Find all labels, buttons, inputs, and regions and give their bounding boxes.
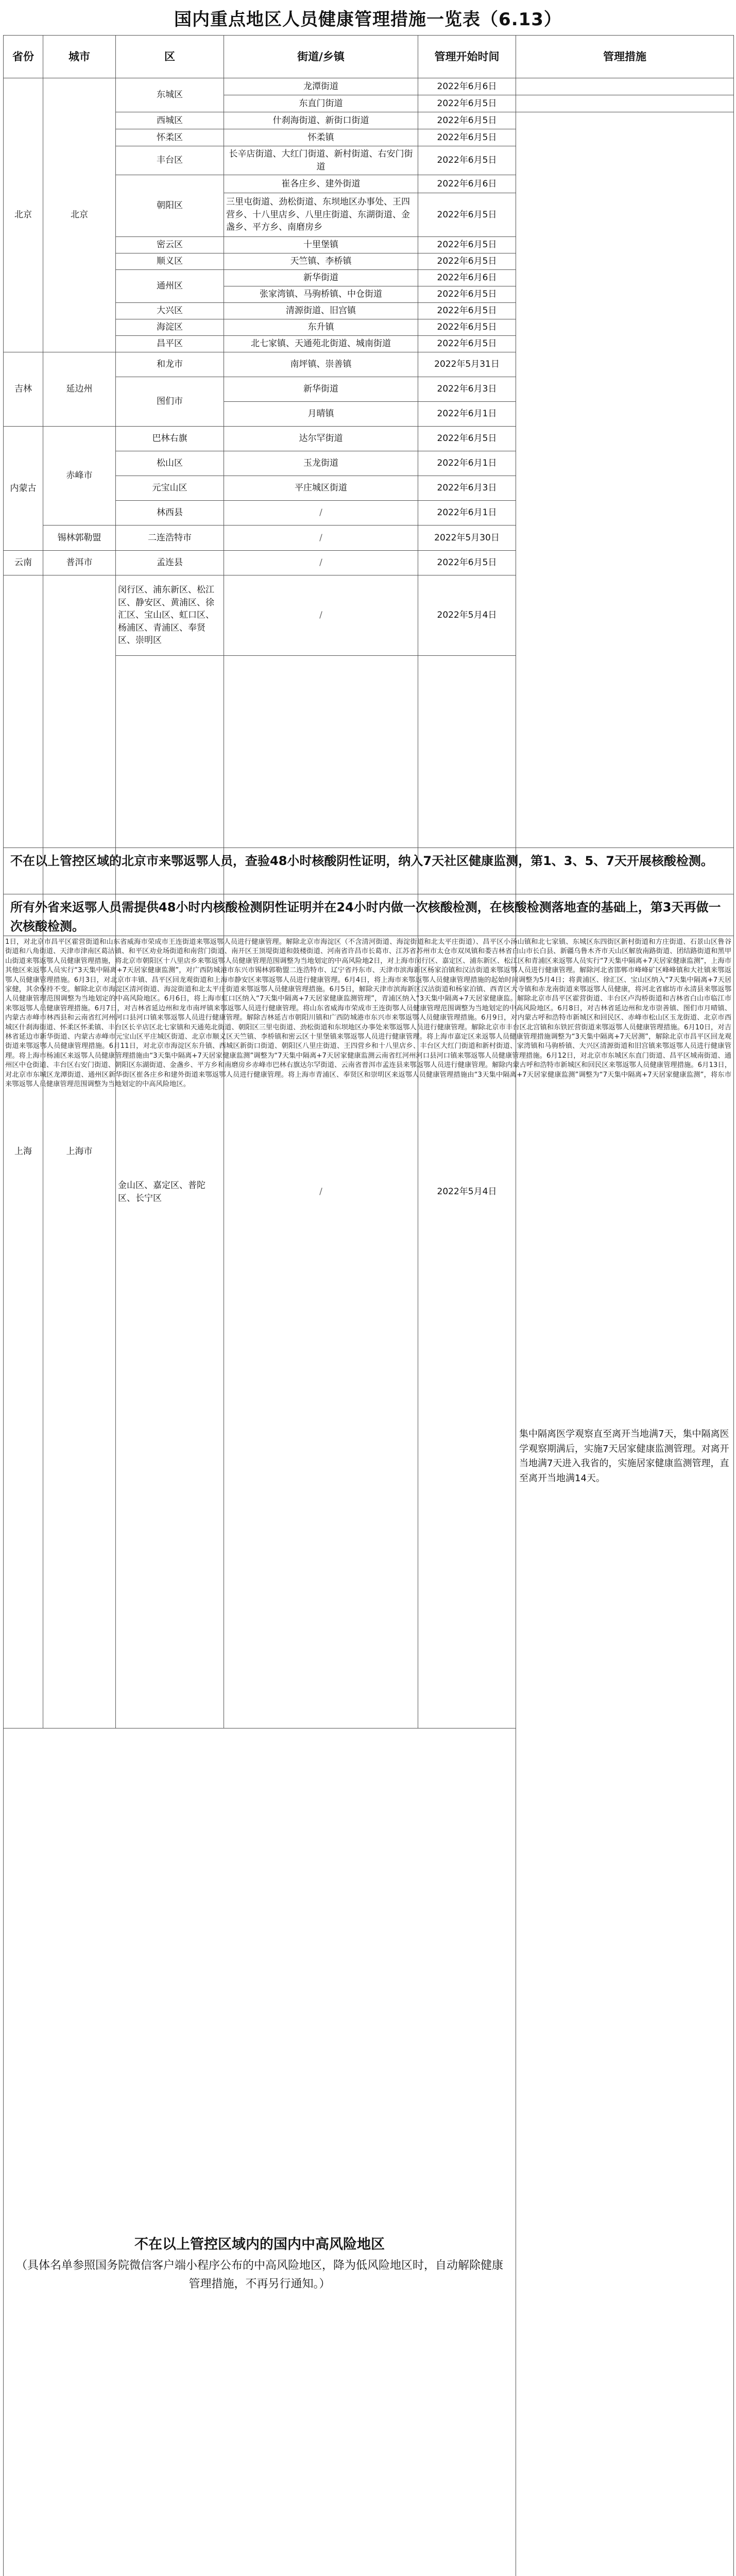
date-cell: 2022年5月4日 — [418, 575, 516, 656]
district-cell: 通州区 — [116, 270, 224, 303]
province-cell: 上海 — [4, 575, 43, 1728]
city-cell: 普洱市 — [43, 551, 116, 575]
street-cell: 崔各庄乡、建外街道 — [224, 175, 418, 193]
street-cell: 天竺镇、李桥镇 — [224, 253, 418, 270]
date-cell: 2022年6月5日 — [418, 286, 516, 303]
street-cell: 达尔罕街道 — [224, 427, 418, 451]
date-cell: 2022年6月6日 — [418, 270, 516, 286]
district-cell: 元宝山区 — [116, 476, 224, 501]
district-cell: 松山区 — [116, 451, 224, 476]
street-cell: 什刹海街道、新街口街道 — [224, 112, 418, 129]
street-cell: 三里屯街道、劲松街道、东坝地区办事处、王四营乡、十八里店乡、八里庄街道、东湖街道、金盏乡、平方乡、南磨房乡 — [224, 193, 418, 237]
street-cell: 东直门街道 — [224, 95, 418, 112]
street-cell: 清源街道、旧宫镇 — [224, 303, 418, 319]
street-cell: 东升镇 — [224, 319, 418, 336]
street-cell: 平庄城区街道 — [224, 476, 418, 501]
district-cell: 孟连县 — [116, 551, 224, 575]
footnote-text: 1日，对北京市昌平区霍营街道和山东省威海市荣成市王连街道来鄂返鄂人员进行健康管理。解除北京市海淀区（不含清河街道、海淀街道和北太平庄街道）、昌平区小汤山镇和北七家镇、东城区东四街区新村街道和方庄街道、石景山区鲁谷街道和八角街道、天津市津南区葛沽镇、和平区劝业场街道和南营门街道、南开区王顶堤街道和鼓楼街道、河南省许昌市长葛市、江苏省苏州市太仓市双凤镇和娄吉林省白山市长白县、新疆乌鲁木齐市天山区解放南路街道、团结路街道和黑甲山街道来鄂返鄂人员健康管理措施，将北京市朝阳区十八里店乡来鄂返鄂人员健康管理范围调整为当地划定的中高风险地2日，对上海市闵行区、嘉定区、浦东新区、松江区和青浦区来返鄂人员实行“7天集中隔离+7天居家健康监测”，上海市其他区来返鄂人员实行“3天集中隔离+7天居家健康监测”，对广西防城港市东兴市锡林郭勒盟二连浩特市、辽宁省丹东市、天津市滨海新区杨家泊镇和汉沽街道来鄂返鄂人员进行健康管理。解除河北省邯郸市峰峰矿区峰峰镇和大社镇来鄂返鄂人员健康管理措施。6月3日，对北京市丰镇、昌平区回龙观街道和上海市静安区来鄂返鄂人员进行健康管理。6月4日，将上海市来鄂返鄂人员健康管理措施的起始时间调整为5月4日；将黄浦区、徐汇区、宝山区纳入“7天集中隔离+7天居家健，其余保持不变。解除北京市海淀区清河街道、海淀街道和北太平庄街道来鄂返鄂人员健康管理措施。6月5日，解除天津市滨海新区汉沽街道和杨家泊镇、西青区大寺镇和赤龙南街道来鄂返鄂人员健康，将河北省廊坊市永清县来鄂返鄂人员健康管理范围调整为当地划定的中高风险地区。6月6日，将上海市虹口区纳入“7天集中隔离+7天居家健康监测管理”，青浦区纳入“3天集中隔离+7天居家健康监。解除北京市昌平区霍营街道、丰台区卢沟桥街道和吉林省白山市临江市来鄂返鄂人员健康管理措施。6月7日，对吉林省延边州和龙市南坪镇来鄂返鄂人员进行健康管理。将山东省威海市荣成市王连街鄂人员健康管理范围调整为当地划定的中高风险地区。6月8日，对吉林省延边州和龙市崇善镇、图们市月晴镇、内蒙古赤峰市林西县和云南省红河州河口县河口镇来鄂返鄂人员进行健康管理。解除吉林延吉市朝阳川镇和广西防城港市东兴市来鄂返鄂人员健康管理措施。6月9日，对内蒙古呼和浩特市新城区和回民区、赤峰市松山区玉龙街道、北京市西城区什刹海街道、怀柔区怀柔镇、丰台区长辛店区北七家镇和天通苑北街道、朝阳区三里屯街道、劲松街道和东坝地区办事处来鄂返鄂人员进行健康管理。解除北京市丰台区北宫镇和东铁匠营街道来鄂返鄂人员健康管理措施。6月10日，对吉林省延边市新华街道、内蒙古赤峰市元宝山区平庄城区街道、北京市顺义区天竺镇、李桥镇和密云区十里堡镇来鄂返鄂人员进行健康管理。将上海市嘉定区来返鄂人员健康管理措施调整为“3天集中隔离+7天居测”，解除北京市昌平区回龙观街道来鄂返鄂人员健康管理措施。6月11日，对北京市海淀区东升镇、西城区新街口街道、朝阳区八里庄街道、王四营乡和十八里店乡、丰台区大红门街道和新村街道、家湾镇和马驹桥镇、大兴区清源街道和旧宫镇来鄂返鄂人员进行健康管理。将上海市杨浦区来返鄂人员健康管理措施由“3天集中隔离+7天居家健康监测”调整为“7天集中隔离+7天居家健康监测云南省红河州河口县河口镇来鄂返鄂人员健康管理措施。6月12日，对北京市东城区东直门街道、昌平区城南街道、通州区中仓街道、丰台区右安门街道、朝阳区东湖街道、金盏乡、平方乡和南磨房乡赤峰市巴林右旗达尔罕街道、云南省普洱市孟连县来鄂返鄂人员进行健康管理。解除内蒙古呼和浩特市新城区和回民区来鄂返鄂人员健康管理措施。6月13日，对北京市东城区龙潭街道、通州区新华街区崔各庄乡和建外街道来鄂返鄂人员进行健康管理。将上海市青浦区、奉贤区和崇明区来返鄂人员健康管理措施由“3天集中隔离+7天居家健康监测”调整为“7天集中隔离+7天居家健康监测”，将东市来鄂返鄂人员健康管理范围调整为当地划定的中高风险地区。 — [3, 937, 733, 1091]
all-province-note: 所有外省来返鄂人员需提供48小时内核酸检测阴性证明并在24小时内做一次核酸检测，在核酸检测落地查的基础上，第3天再做一次核酸检测。 — [3, 894, 733, 940]
header-district: 区 — [116, 36, 224, 78]
street-cell: 长辛店街道、大红门街道、新村街道、右安门街道 — [224, 146, 418, 175]
date-cell: 2022年6月3日 — [418, 476, 516, 501]
date-cell: 2022年6月5日 — [418, 95, 516, 112]
district-cell: 丰台区 — [116, 146, 224, 175]
street-cell: 新华街道 — [224, 377, 418, 402]
street-cell: / — [224, 575, 418, 656]
district-cell: 二连浩特市 — [116, 526, 224, 551]
date-cell: 2022年6月1日 — [418, 402, 516, 427]
province-cell: 北京 — [4, 78, 43, 352]
street-cell: 龙潭街道 — [224, 78, 418, 95]
measure-cell-empty — [516, 78, 734, 95]
date-cell: 2022年6月5日 — [418, 303, 516, 319]
header-start-time: 管理开始时间 — [418, 36, 516, 78]
province-cell: 云南 — [4, 551, 43, 575]
policy-table — [3, 35, 734, 2576]
district-cell: 怀柔区 — [116, 129, 224, 146]
header-city: 城市 — [43, 36, 116, 78]
date-cell: 2022年6月1日 — [418, 501, 516, 526]
header-measure: 管理措施 — [516, 36, 734, 78]
street-cell: 玉龙街道 — [224, 451, 418, 476]
measure-cell-7day: 集中隔离医学观察直至离开当地满7天，集中隔离医学观察期满后，实施7天居家健康监测管理。对离开当地满7天进入我省的，实施居家健康监测管理，直至离开当地满14天。 — [516, 112, 734, 2576]
street-cell: 北七家镇、天通苑北街道、城南街道 — [224, 336, 418, 352]
district-cell: 闵行区、浦东新区、松江区、静安区、黄浦区、徐汇区、宝山区、虹口区、杨浦区、青浦区、奉贤区、崇明区 — [116, 575, 224, 656]
district-cell: 和龙市 — [116, 352, 224, 377]
city-cell: 北京 — [43, 78, 116, 352]
date-cell: 2022年6月1日 — [418, 451, 516, 476]
street-cell: 怀柔镇 — [224, 129, 418, 146]
date-cell: 2022年6月5日 — [418, 551, 516, 575]
city-cell: 上海市 — [43, 575, 116, 1728]
province-cell: 吉林 — [4, 352, 43, 427]
district-cell: 巴林右旗 — [116, 427, 224, 451]
street-cell: / — [224, 551, 418, 575]
table-row — [4, 78, 734, 95]
date-cell: 2022年5月30日 — [418, 526, 516, 551]
district-cell: 昌平区 — [116, 336, 224, 352]
date-cell: 2022年6月5日 — [418, 253, 516, 270]
street-cell: 月晴镇 — [224, 402, 418, 427]
special-title: 不在以上管控区域内的国内中高风险地区 — [6, 2234, 514, 2255]
beijing-note: 不在以上管控区域的北京市来鄂返鄂人员，查验48小时核酸阴性证明，纳入7天社区健康监测，第1、3、5、7天开展核酸检测。 — [3, 848, 733, 875]
street-cell: 新华街道 — [224, 270, 418, 286]
city-cell: 锡林郭勒盟 — [43, 526, 116, 551]
table-header-row — [4, 36, 734, 78]
district-cell: 海淀区 — [116, 319, 224, 336]
date-cell: 2022年5月4日 — [418, 656, 516, 1728]
district-cell: 林西县 — [116, 501, 224, 526]
street-cell: 十里堡镇 — [224, 237, 418, 253]
special-region-cell — [4, 1728, 516, 2576]
district-cell: 大兴区 — [116, 303, 224, 319]
date-cell: 2022年6月6日 — [418, 78, 516, 95]
date-cell: 2022年6月5日 — [418, 112, 516, 129]
date-cell: 2022年6月5日 — [418, 146, 516, 175]
street-cell: / — [224, 526, 418, 551]
district-cell: 西城区 — [116, 112, 224, 129]
street-cell: 南坪镇、崇善镇 — [224, 352, 418, 377]
city-cell: 延边州 — [43, 352, 116, 427]
street-cell: 张家湾镇、马驹桥镇、中仓街道 — [224, 286, 418, 303]
date-cell: 2022年6月3日 — [418, 377, 516, 402]
date-cell: 2022年6月5日 — [418, 193, 516, 237]
district-cell: 金山区、嘉定区、普陀区、长宁区 — [116, 656, 224, 1728]
district-cell: 图们市 — [116, 377, 224, 427]
page-title: 国内重点地区人员健康管理措施一览表（6.13） — [0, 0, 736, 35]
province-cell: 内蒙古 — [4, 427, 43, 551]
district-cell: 顺义区 — [116, 253, 224, 270]
date-cell: 2022年6月5日 — [418, 129, 516, 146]
date-cell: 2022年6月5日 — [418, 427, 516, 451]
district-cell: 朝阳区 — [116, 175, 224, 237]
city-cell: 赤峰市 — [43, 427, 116, 526]
date-cell: 2022年5月31日 — [418, 352, 516, 377]
measure-cell-empty — [516, 95, 734, 112]
special-subtitle: （具体名单参照国务院微信客户端小程序公布的中高风险地区，降为低风险地区时，自动解除健康管理措施，不再另行通知。） — [6, 2255, 514, 2295]
date-cell: 2022年6月6日 — [418, 175, 516, 193]
date-cell: 2022年6月5日 — [418, 336, 516, 352]
header-street: 街道/乡镇 — [224, 36, 418, 78]
date-cell: 2022年6月5日 — [418, 319, 516, 336]
street-cell: / — [224, 656, 418, 1728]
date-cell: 2022年6月5日 — [418, 237, 516, 253]
street-cell: / — [224, 501, 418, 526]
district-cell: 密云区 — [116, 237, 224, 253]
header-province: 省份 — [4, 36, 43, 78]
district-cell: 东城区 — [116, 78, 224, 112]
